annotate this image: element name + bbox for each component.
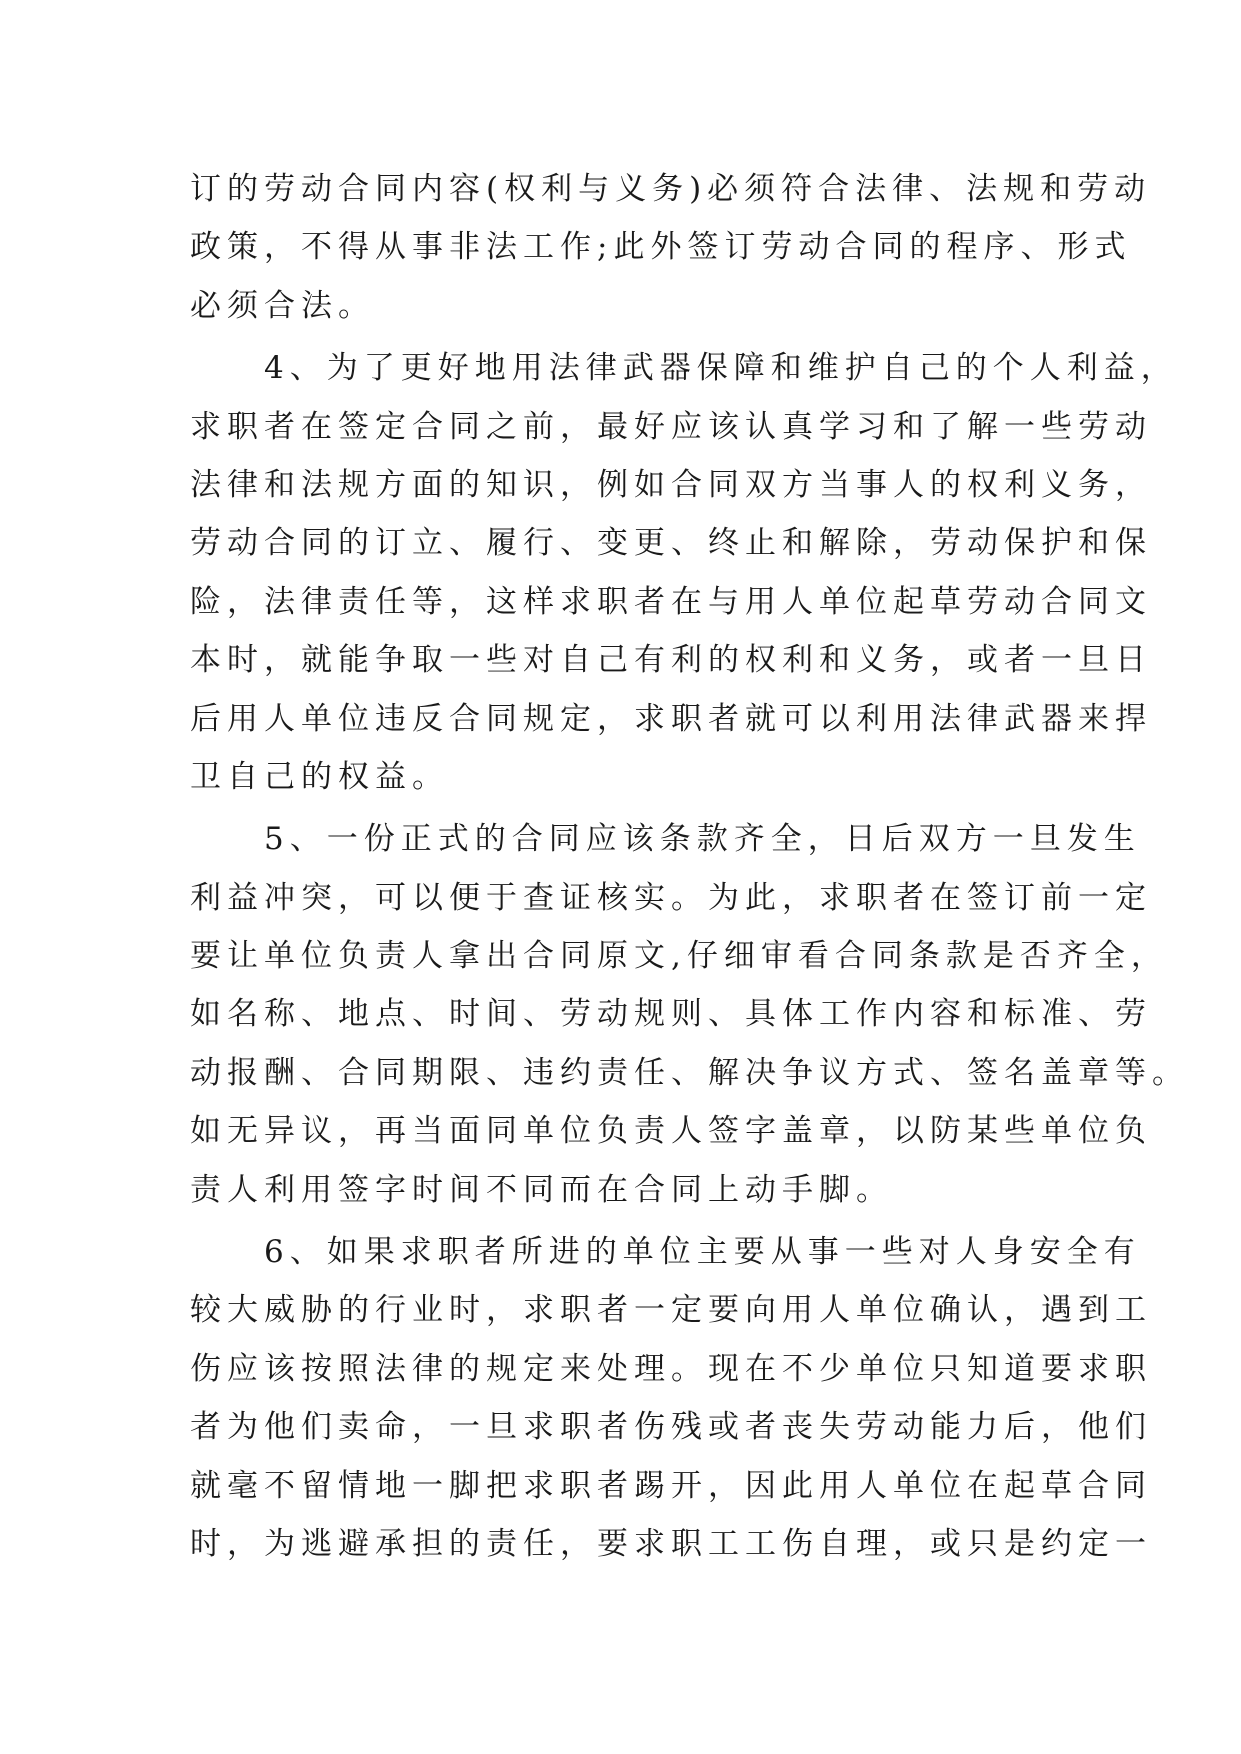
text-line: 就毫不留情地一脚把求职者踢开，因此用人单位在起草合同	[190, 1467, 1152, 1504]
text-line: 订的劳动合同内容(权利与义务)必须符合法律、法规和劳动	[190, 171, 1152, 207]
text-line: 法律和法规方面的知识，例如合同双方当事人的权利义务，	[190, 466, 1152, 503]
document-body	[190, 160, 1189, 1573]
text-line: 如无异议，再当面同单位负责人签字盖章，以防某些单位负	[190, 1113, 1152, 1150]
text-line: 卫自己的权益。	[190, 758, 449, 795]
text-line: 政策，不得从事非法工作;此外签订劳动合同的程序、形式	[190, 229, 1132, 266]
paragraph-6-start: 6、如果求职者所进的单位主要从事一些对人身安全有	[190, 1234, 1141, 1271]
text-line: 要让单位负责人拿出合同原文,仔细审看合同条款是否齐全，	[190, 938, 1168, 975]
text-line: 较大威胁的行业时，求职者一定要向用人单位确认，遇到工	[190, 1292, 1152, 1329]
text-line: 劳动合同的订立、履行、变更、终止和解除，劳动保护和保	[190, 525, 1152, 562]
text-line: 求职者在签定合同之前，最好应该认真学习和了解一些劳动	[190, 408, 1152, 445]
text-line: 利益冲突，可以便于查证核实。为此，求职者在签订前一定	[190, 879, 1152, 916]
text-line: 时，为逃避承担的责任，要求职工工伤自理，或只是约定一	[190, 1525, 1152, 1562]
text-line: 伤应该按照法律的规定来处理。现在不少单位只知道要求职	[190, 1350, 1152, 1387]
paragraph-5-start: 5、一份正式的合同应该条款齐全，日后双方一旦发生	[190, 821, 1141, 858]
text-line: 动报酬、合同期限、违约责任、解决争议方式、签名盖章等。	[190, 1054, 1189, 1091]
text-line: 如名称、地点、时间、劳动规则、具体工作内容和标准、劳	[190, 996, 1152, 1033]
text-line: 者为他们卖命，一旦求职者伤残或者丧失劳动能力后，他们	[190, 1409, 1152, 1446]
text-line: 责人利用签字时间不同而在合同上动手脚。	[190, 1171, 893, 1208]
text-line: 后用人单位违反合同规定，求职者就可以利用法律武器来捍	[190, 700, 1152, 737]
paragraph-4-start: 4、为了更好地用法律武器保障和维护自己的个人利益，	[190, 350, 1178, 387]
text-line: 险，法律责任等，这样求职者在与用人单位起草劳动合同文	[190, 583, 1152, 620]
text-line: 必须合法。	[190, 287, 375, 324]
text-line: 本时，就能争取一些对自己有利的权利和义务，或者一旦日	[190, 642, 1152, 679]
